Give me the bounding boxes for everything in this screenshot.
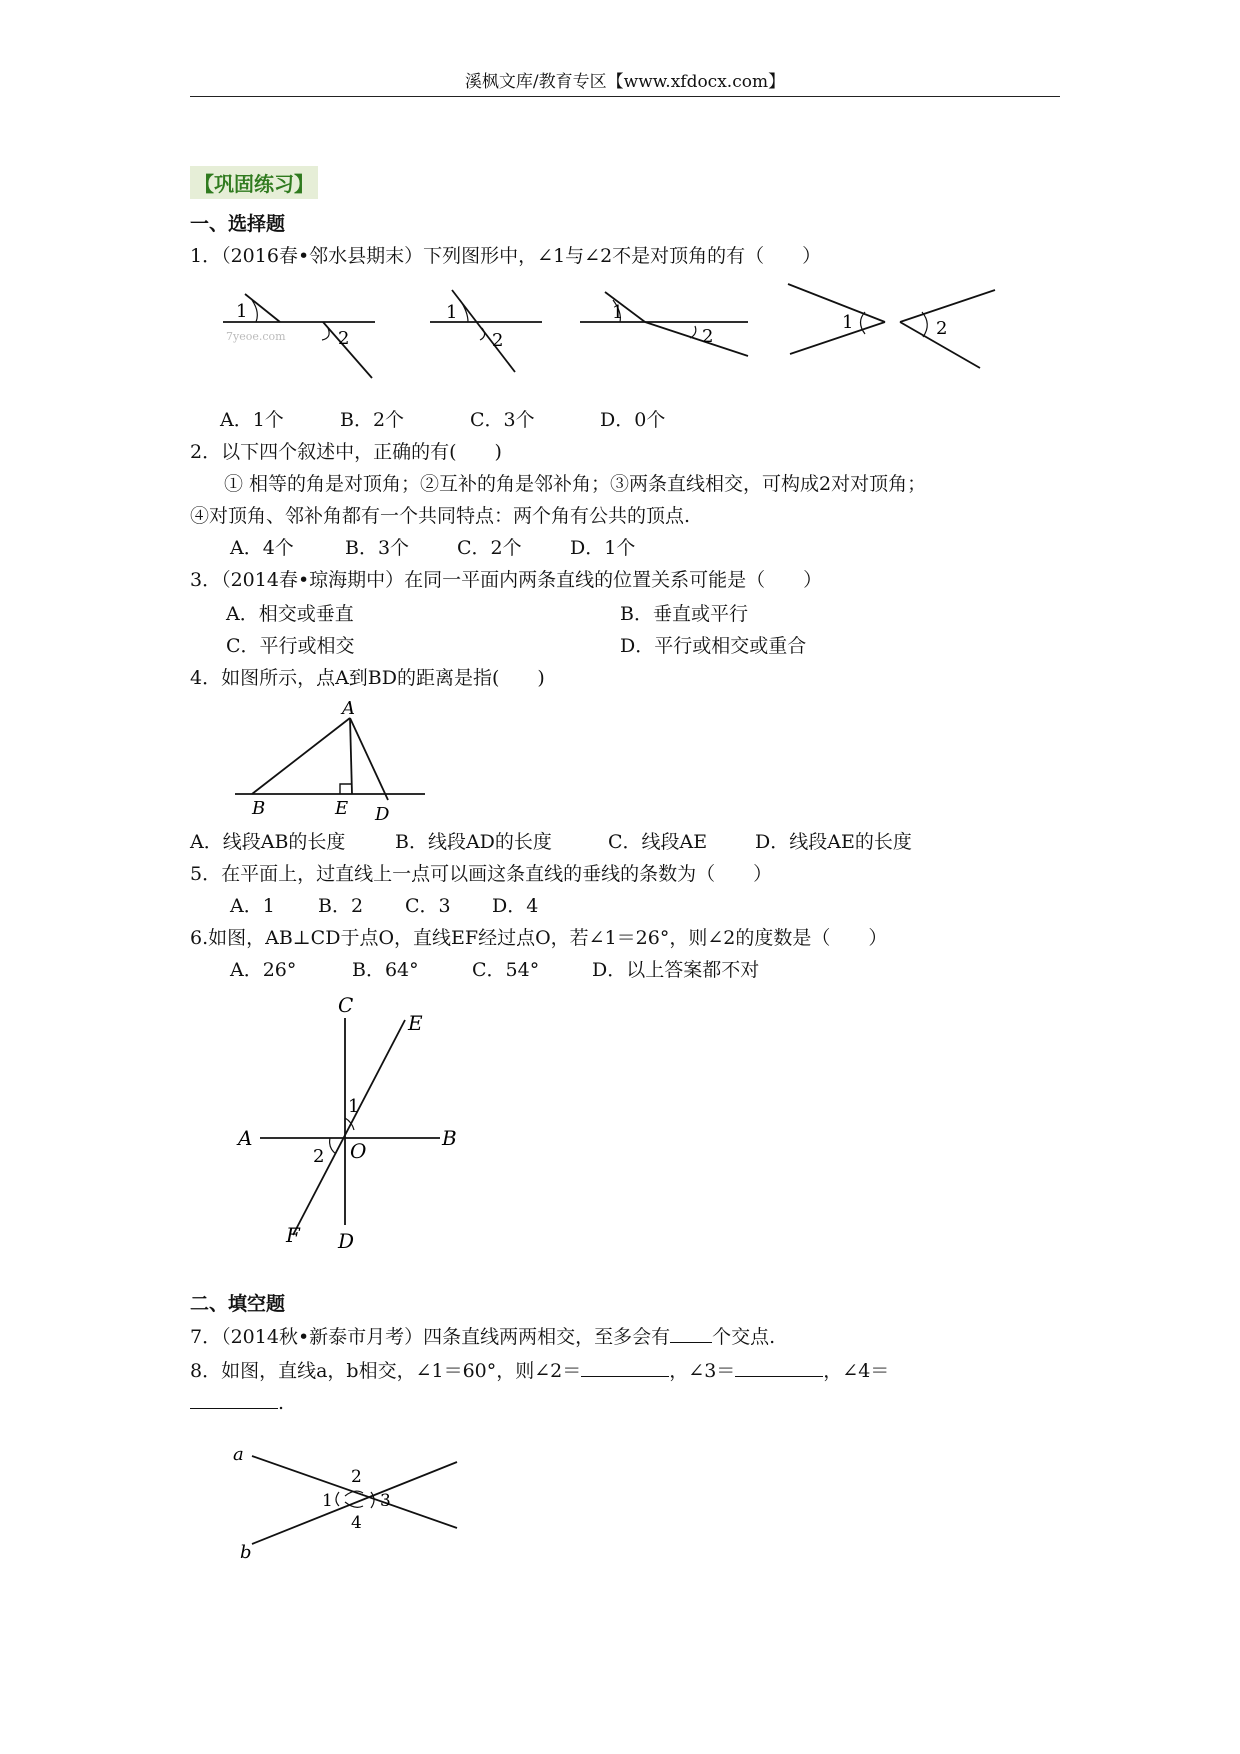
q6-label-b: B [442,1126,457,1150]
q4-figure [230,696,440,826]
q8-angle3-blank[interactable] [735,1358,823,1377]
q4-option-c: C．线段AE [608,831,708,853]
q1-figure-1 [223,294,375,378]
q3-option-b: B．垂直或平行 [620,603,748,625]
q8-text-end: . [278,1392,285,1414]
q4-label-b: B [252,798,266,819]
q2-line2: ④对顶角、邻补角都有一个共同特点：两个角有公共的顶点. [190,505,691,527]
q6-label-c: C [338,993,354,1017]
q5-stem: 5．在平面上，过直线上一点可以画这条直线的垂线的条数为（ ） [190,863,773,885]
q8-label-b: b [240,1542,252,1563]
q8-text-a: 8．如图，直线a，b相交，∠1＝60°，则∠2＝ [190,1360,582,1382]
q1-f1-label-1: 1 [236,301,248,322]
q1-f3-label-2: 2 [702,326,714,347]
q2-option-d: D．1个 [570,537,636,559]
section-title: 【巩固练习】 [190,166,318,199]
q8-label-a: a [233,1444,244,1465]
q6-figure [230,990,470,1255]
q1-figures [220,282,1000,392]
part2-title: 二、填空题 [190,1293,286,1315]
q8-text-c: ，∠4＝ [823,1360,890,1382]
q5-option-a: A．1 [230,895,275,917]
q4-label-d: D [375,804,390,825]
q8-angle4-blank[interactable] [190,1390,278,1409]
q1-figure-4 [788,284,995,368]
q1-stem: 1．（2016春•邻水县期末）下列图形中，∠1与∠2不是对顶角的有（ ） [190,245,822,267]
q1-f3-label-1: 1 [612,302,624,323]
q6-label-d: D [338,1229,355,1253]
q1-figure-2 [430,290,542,372]
q4-label-a: A [342,698,355,719]
q6-option-d: D．以上答案都不对 [592,959,760,981]
q1-option-b: B．2个 [340,409,405,431]
header-divider [190,96,1060,97]
q1-f1-label-2: 2 [338,328,350,349]
q7-line [190,1324,775,1349]
q5-option-c: C．3 [405,895,451,917]
q1-watermark: 7yeoe.com [226,330,286,343]
q1-option-c: C．3个 [470,409,535,431]
q6-option-c: C．54° [472,959,540,981]
q6-label-a: A [238,1126,253,1150]
q6-stem: 6.如图，AB⊥CD于点O，直线EF经过点O，若∠1＝26°，则∠2的度数是（ ） [190,927,888,949]
q1-f4-label-1: 1 [842,312,854,333]
q7-text-after: 个交点. [712,1326,776,1348]
q5-option-d: D．4 [492,895,539,917]
q6-label-1: 1 [348,1096,360,1117]
q6-option-a: A．26° [230,959,297,981]
q8-label-1: 1 [322,1491,333,1511]
page-header: 溪枫文库/教育专区【www.xfdocx.com】 [464,72,786,92]
q8-label-2: 2 [351,1467,362,1487]
q8-angle2-blank[interactable] [581,1358,669,1377]
q1-f2-label-1: 1 [446,302,458,323]
q3-option-d: D．平行或相交或重合 [620,635,807,657]
q6-label-e: E [408,1011,423,1035]
q8-label-4: 4 [351,1513,362,1533]
q7-answer-blank[interactable] [670,1324,712,1343]
q3-option-a: A．相交或垂直 [226,603,354,625]
q2-option-a: A．4个 [230,537,294,559]
q6-label-o: O [350,1139,367,1163]
q8-figure [225,1440,470,1565]
q2-stem: 2．以下四个叙述中，正确的有( ) [190,441,502,463]
q4-label-e: E [335,798,349,819]
q3-stem: 3．（2014春•琼海期中）在同一平面内两条直线的位置关系可能是（ ） [190,569,823,591]
q1-f4-label-2: 2 [936,318,948,339]
q8-label-3: 3 [380,1491,391,1511]
q4-option-b: B．线段AD的长度 [395,831,552,853]
q6-label-2: 2 [313,1146,325,1167]
q8-text-b: ，∠3＝ [669,1360,736,1382]
q6-label-f: F [286,1223,300,1247]
q1-figure-3 [580,292,748,356]
q6-option-b: B．64° [352,959,419,981]
part1-title: 一、选择题 [190,213,286,235]
q2-option-c: C．2个 [457,537,522,559]
q4-option-d: D．线段AE的长度 [755,831,912,853]
q1-option-a: A．1个 [220,409,284,431]
q2-option-b: B．3个 [345,537,410,559]
q5-option-b: B．2 [318,895,364,917]
q3-option-c: C．平行或相交 [226,635,355,657]
q4-option-a: A．线段AB的长度 [190,831,346,853]
q1-option-d: D．0个 [600,409,666,431]
q2-line1: ① 相等的角是对顶角；②互补的角是邻补角；③两条直线相交，可构成2对对顶角； [224,473,927,495]
q1-f2-label-2: 2 [492,330,504,351]
q7-text-before: 7．（2014秋•新泰市月考）四条直线两两相交，至多会有 [190,1326,671,1348]
q4-stem: 4．如图所示，点A到BD的距离是指( ) [190,667,545,689]
q8-line2 [190,1390,284,1415]
q8-line [190,1358,1060,1383]
